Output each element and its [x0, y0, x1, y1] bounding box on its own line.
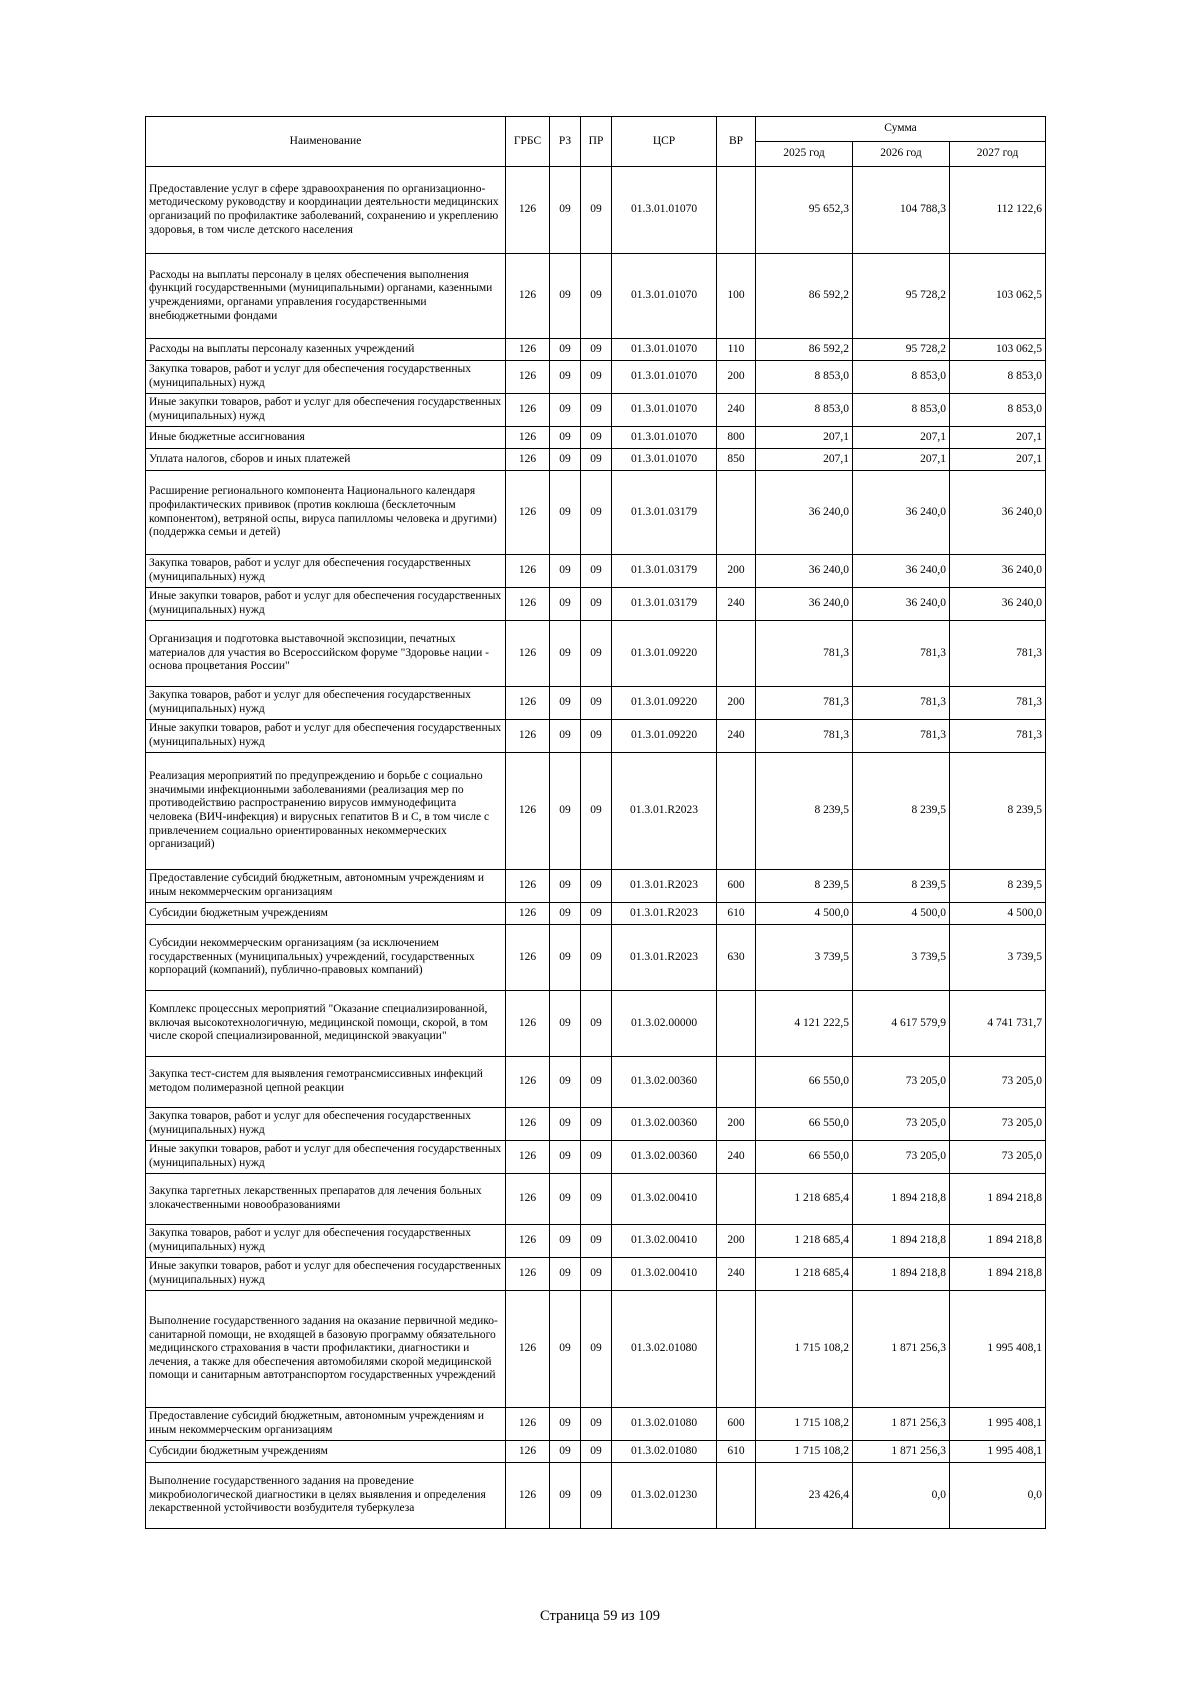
- table-cell-vr: [717, 1463, 756, 1529]
- table-cell-grbs: 126: [506, 925, 550, 991]
- table-cell-name: Реализация мероприятий по предупреждению и борьбе с социально значимыми инфекционными заболеваниями (реализация мер по противодействию распространению вирусов иммунодефицита человека (ВИЧ-инфекция) и вирусных гепатитов В и С, в том числе с привлечением социально ориентированных некоммерческих организаций): [146, 753, 506, 870]
- table-cell-name: Расходы на выплаты персоналу в целях обеспечения выполнения функций государственными (муниципальными) органами, казенными учреждениями, органами управления государственными внебюджетными фондами: [146, 254, 506, 339]
- table-cell-csr: 01.3.01.09220: [612, 621, 717, 687]
- table-cell-pr: 09: [581, 471, 612, 555]
- table-cell-csr: 01.3.01.R2023: [612, 903, 717, 925]
- table-row: [146, 449, 1046, 471]
- table-cell-rz: 09: [550, 1441, 581, 1463]
- table-cell-vr: [717, 753, 756, 870]
- table-cell-csr: 01.3.01.R2023: [612, 753, 717, 870]
- table-cell-2025: 8 239,5: [756, 870, 853, 903]
- table-cell-2026: 8 853,0: [853, 394, 950, 427]
- table-cell-2025: 36 240,0: [756, 588, 853, 621]
- table-cell-csr: 01.3.01.01070: [612, 167, 717, 254]
- table-cell-grbs: 126: [506, 1057, 550, 1108]
- table-cell-pr: 09: [581, 1408, 612, 1441]
- table-cell-pr: 09: [581, 1291, 612, 1408]
- table-cell-name: Организация и подготовка выставочной экспозиции, печатных материалов для участия во Всероссийском форуме "Здоровье нации - основа процветания России": [146, 621, 506, 687]
- table-cell-2025: 4 500,0: [756, 903, 853, 925]
- header-name: Наименование: [146, 117, 506, 167]
- table-cell-name: Иные закупки товаров, работ и услуг для обеспечения государственных (муниципальных) нужд: [146, 1141, 506, 1174]
- table-cell-csr: 01.3.02.00000: [612, 991, 717, 1057]
- table-cell-2026: 781,3: [853, 687, 950, 720]
- table-cell-vr: 600: [717, 1408, 756, 1441]
- table-cell-2027: 112 122,6: [950, 167, 1046, 254]
- table-cell-csr: 01.3.01.R2023: [612, 870, 717, 903]
- table-cell-rz: 09: [550, 687, 581, 720]
- table-cell-grbs: 126: [506, 471, 550, 555]
- table-cell-2025: 8 239,5: [756, 753, 853, 870]
- table-cell-csr: 01.3.01.01070: [612, 449, 717, 471]
- table-cell-rz: 09: [550, 254, 581, 339]
- table-cell-2025: 8 853,0: [756, 394, 853, 427]
- table-cell-2026: 95 728,2: [853, 339, 950, 361]
- table-cell-2025: 4 121 222,5: [756, 991, 853, 1057]
- table-cell-vr: 610: [717, 903, 756, 925]
- table-cell-2027: 1 995 408,1: [950, 1408, 1046, 1441]
- table-cell-pr: 09: [581, 449, 612, 471]
- table-cell-grbs: 126: [506, 555, 550, 588]
- table-cell-pr: 09: [581, 394, 612, 427]
- table-row: [146, 471, 1046, 555]
- table-cell-2027: 3 739,5: [950, 925, 1046, 991]
- table-cell-2027: 103 062,5: [950, 254, 1046, 339]
- table-cell-vr: 200: [717, 1225, 756, 1258]
- table-cell-2026: 1 894 218,8: [853, 1258, 950, 1291]
- table-cell-2026: 73 205,0: [853, 1057, 950, 1108]
- table-cell-pr: 09: [581, 1225, 612, 1258]
- table-cell-grbs: 126: [506, 1225, 550, 1258]
- table-cell-2027: 73 205,0: [950, 1141, 1046, 1174]
- table-row: [146, 427, 1046, 449]
- table-cell-pr: 09: [581, 427, 612, 449]
- table-cell-pr: 09: [581, 903, 612, 925]
- table-cell-2025: 1 218 685,4: [756, 1174, 853, 1225]
- header-vr: ВР: [717, 117, 756, 167]
- table-cell-csr: 01.3.01.01070: [612, 427, 717, 449]
- table-cell-vr: 600: [717, 870, 756, 903]
- table-cell-2026: 207,1: [853, 449, 950, 471]
- table-cell-rz: 09: [550, 1108, 581, 1141]
- table-cell-2025: 8 853,0: [756, 361, 853, 394]
- table-cell-2026: 8 239,5: [853, 870, 950, 903]
- table-cell-vr: [717, 991, 756, 1057]
- table-cell-name: Закупка товаров, работ и услуг для обеспечения государственных (муниципальных) нужд: [146, 361, 506, 394]
- table-cell-name: Иные закупки товаров, работ и услуг для обеспечения государственных (муниципальных) нужд: [146, 588, 506, 621]
- table-cell-2025: 207,1: [756, 427, 853, 449]
- table-cell-csr: 01.3.02.00360: [612, 1141, 717, 1174]
- table-cell-grbs: 126: [506, 427, 550, 449]
- table-cell-grbs: 126: [506, 1291, 550, 1408]
- table-row: [146, 394, 1046, 427]
- table-cell-vr: 610: [717, 1441, 756, 1463]
- table-cell-rz: 09: [550, 1408, 581, 1441]
- table-cell-grbs: 126: [506, 753, 550, 870]
- table-row: [146, 555, 1046, 588]
- table-cell-csr: 01.3.01.01070: [612, 361, 717, 394]
- table-cell-vr: 100: [717, 254, 756, 339]
- table-cell-2027: 207,1: [950, 427, 1046, 449]
- table-cell-2027: 8 853,0: [950, 394, 1046, 427]
- table-cell-vr: 630: [717, 925, 756, 991]
- table-cell-grbs: 126: [506, 1408, 550, 1441]
- table-cell-2026: 1 894 218,8: [853, 1225, 950, 1258]
- table-cell-vr: 200: [717, 687, 756, 720]
- header-2027: 2027 год: [950, 142, 1046, 167]
- table-row: [146, 1258, 1046, 1291]
- table-cell-2027: 1 894 218,8: [950, 1225, 1046, 1258]
- table-cell-pr: 09: [581, 254, 612, 339]
- header-2025: 2025 год: [756, 142, 853, 167]
- table-cell-vr: [717, 621, 756, 687]
- table-row: [146, 1141, 1046, 1174]
- table-row: [146, 1108, 1046, 1141]
- table-cell-2026: 95 728,2: [853, 254, 950, 339]
- table-row: [146, 1174, 1046, 1225]
- header-sum: Сумма: [756, 117, 1046, 142]
- table-cell-2026: 1 894 218,8: [853, 1174, 950, 1225]
- table-cell-rz: 09: [550, 621, 581, 687]
- table-cell-2026: 8 853,0: [853, 361, 950, 394]
- table-cell-2025: 66 550,0: [756, 1057, 853, 1108]
- table-cell-csr: 01.3.01.01070: [612, 339, 717, 361]
- table-cell-2027: 103 062,5: [950, 339, 1046, 361]
- table-cell-csr: 01.3.02.00410: [612, 1225, 717, 1258]
- table-cell-name: Предоставление субсидий бюджетным, автономным учреждениям и иным некоммерческим организациям: [146, 870, 506, 903]
- table-cell-grbs: 126: [506, 1463, 550, 1529]
- table-cell-vr: [717, 1174, 756, 1225]
- table-body: [146, 167, 1046, 1529]
- table-cell-grbs: 126: [506, 870, 550, 903]
- table-cell-2026: 4 617 579,9: [853, 991, 950, 1057]
- header-rz: РЗ: [550, 117, 581, 167]
- table-cell-2026: 3 739,5: [853, 925, 950, 991]
- table-cell-name: Иные закупки товаров, работ и услуг для обеспечения государственных (муниципальных) нужд: [146, 1258, 506, 1291]
- table-cell-csr: 01.3.02.00360: [612, 1057, 717, 1108]
- table-cell-name: Выполнение государственного задания на оказание первичной медико-санитарной помощи, не входящей в базовую программу обязательного медицинского страхования в части профилактики, диагностики и лечения, а также для обеспечения автомобилями скорой медицинской помощи и санитарным автотранспортом государственных учреждений: [146, 1291, 506, 1408]
- table-cell-rz: 09: [550, 394, 581, 427]
- table-row: [146, 1225, 1046, 1258]
- table-cell-rz: 09: [550, 427, 581, 449]
- table-cell-csr: 01.3.02.01230: [612, 1463, 717, 1529]
- table-cell-rz: 09: [550, 1141, 581, 1174]
- table-cell-2026: 781,3: [853, 720, 950, 753]
- table-cell-2025: 781,3: [756, 687, 853, 720]
- table-cell-grbs: 126: [506, 621, 550, 687]
- table-cell-grbs: 126: [506, 1258, 550, 1291]
- table-cell-2025: 207,1: [756, 449, 853, 471]
- table-row: [146, 1463, 1046, 1529]
- table-cell-2026: 1 871 256,3: [853, 1408, 950, 1441]
- table-cell-grbs: 126: [506, 361, 550, 394]
- table-cell-rz: 09: [550, 925, 581, 991]
- table-row: [146, 925, 1046, 991]
- table-cell-2027: 207,1: [950, 449, 1046, 471]
- header-grbs: ГРБС: [506, 117, 550, 167]
- table-row: [146, 991, 1046, 1057]
- table-cell-name: Предоставление субсидий бюджетным, автономным учреждениям и иным некоммерческим организациям: [146, 1408, 506, 1441]
- table-cell-2027: 8 239,5: [950, 870, 1046, 903]
- table-cell-rz: 09: [550, 555, 581, 588]
- table-cell-2026: 36 240,0: [853, 588, 950, 621]
- table-cell-name: Выполнение государственного задания на проведение микробиологической диагностики в целях выявления и определения лекарственной устойчивости возбудителя туберкулеза: [146, 1463, 506, 1529]
- table-cell-2027: 4 741 731,7: [950, 991, 1046, 1057]
- table-cell-rz: 09: [550, 1463, 581, 1529]
- table-cell-vr: 240: [717, 720, 756, 753]
- table-cell-pr: 09: [581, 1108, 612, 1141]
- table-cell-rz: 09: [550, 1225, 581, 1258]
- table-cell-grbs: 126: [506, 991, 550, 1057]
- table-cell-rz: 09: [550, 588, 581, 621]
- table-cell-2025: 1 715 108,2: [756, 1441, 853, 1463]
- table-cell-pr: 09: [581, 167, 612, 254]
- budget-table: [145, 116, 1046, 1529]
- table-cell-rz: 09: [550, 753, 581, 870]
- table-cell-2027: 8 239,5: [950, 753, 1046, 870]
- table-cell-pr: 09: [581, 1057, 612, 1108]
- table-cell-name: Иные закупки товаров, работ и услуг для обеспечения государственных (муниципальных) нужд: [146, 720, 506, 753]
- table-cell-2027: 8 853,0: [950, 361, 1046, 394]
- table-cell-vr: 200: [717, 1108, 756, 1141]
- table-cell-csr: 01.3.01.03179: [612, 588, 717, 621]
- table-row: [146, 1057, 1046, 1108]
- table-cell-grbs: 126: [506, 1108, 550, 1141]
- table-cell-2026: 36 240,0: [853, 471, 950, 555]
- table-cell-csr: 01.3.01.09220: [612, 720, 717, 753]
- table-row: [146, 621, 1046, 687]
- table-cell-2026: 104 788,3: [853, 167, 950, 254]
- table-cell-csr: 01.3.02.01080: [612, 1441, 717, 1463]
- table-cell-2025: 1 715 108,2: [756, 1291, 853, 1408]
- table-cell-pr: 09: [581, 720, 612, 753]
- table-cell-vr: [717, 167, 756, 254]
- table-cell-name: Субсидии некоммерческим организациям (за исключением государственных (муниципальных) учреждений, государственных корпораций (компаний), публично-правовых компаний): [146, 925, 506, 991]
- table-cell-vr: [717, 471, 756, 555]
- table-cell-grbs: 126: [506, 720, 550, 753]
- table-cell-2025: 23 426,4: [756, 1463, 853, 1529]
- table-cell-grbs: 126: [506, 588, 550, 621]
- table-cell-csr: 01.3.02.00410: [612, 1258, 717, 1291]
- table-row: [146, 1291, 1046, 1408]
- table-row: [146, 870, 1046, 903]
- table-cell-grbs: 126: [506, 903, 550, 925]
- table-cell-2027: 1 995 408,1: [950, 1291, 1046, 1408]
- table-cell-2025: 1 218 685,4: [756, 1258, 853, 1291]
- table-cell-2027: 36 240,0: [950, 471, 1046, 555]
- table-cell-rz: 09: [550, 449, 581, 471]
- table-cell-csr: 01.3.01.01070: [612, 254, 717, 339]
- table-row: [146, 1408, 1046, 1441]
- table-cell-name: Закупка тест-систем для выявления гемотрансмиссивных инфекций методом полимеразной цепной реакции: [146, 1057, 506, 1108]
- table-cell-name: Предоставление услуг в сфере здравоохранения по организационно-методическому руководству и координации деятельности медицинских организаций по профилактике заболеваний, сохранению и укреплению здоровья, в том числе детского населения: [146, 167, 506, 254]
- table-row: [146, 753, 1046, 870]
- table-cell-csr: 01.3.02.00410: [612, 1174, 717, 1225]
- table-header: [146, 117, 1046, 167]
- table-cell-csr: 01.3.02.01080: [612, 1408, 717, 1441]
- table-row: [146, 720, 1046, 753]
- table-cell-2026: 36 240,0: [853, 555, 950, 588]
- table-cell-2026: 73 205,0: [853, 1108, 950, 1141]
- table-cell-2027: 781,3: [950, 621, 1046, 687]
- table-cell-rz: 09: [550, 720, 581, 753]
- table-cell-2027: 1 894 218,8: [950, 1258, 1046, 1291]
- table-cell-2027: 0,0: [950, 1463, 1046, 1529]
- table-cell-name: Субсидии бюджетным учреждениям: [146, 1441, 506, 1463]
- table-cell-2025: 781,3: [756, 720, 853, 753]
- table-cell-name: Субсидии бюджетным учреждениям: [146, 903, 506, 925]
- table-cell-pr: 09: [581, 588, 612, 621]
- table-cell-2026: 1 871 256,3: [853, 1441, 950, 1463]
- table-cell-csr: 01.3.01.R2023: [612, 925, 717, 991]
- table-cell-grbs: 126: [506, 1174, 550, 1225]
- table-cell-vr: 850: [717, 449, 756, 471]
- table-row: [146, 361, 1046, 394]
- table-cell-2026: 0,0: [853, 1463, 950, 1529]
- table-cell-grbs: 126: [506, 254, 550, 339]
- header-pr: ПР: [581, 117, 612, 167]
- table-cell-grbs: 126: [506, 167, 550, 254]
- table-cell-pr: 09: [581, 925, 612, 991]
- table-cell-2025: 66 550,0: [756, 1141, 853, 1174]
- table-cell-rz: 09: [550, 870, 581, 903]
- table-cell-2025: 36 240,0: [756, 555, 853, 588]
- table-cell-vr: 240: [717, 1141, 756, 1174]
- table-cell-vr: 800: [717, 427, 756, 449]
- table-cell-2027: 781,3: [950, 720, 1046, 753]
- table-cell-rz: 09: [550, 1174, 581, 1225]
- table-row: [146, 254, 1046, 339]
- table-cell-name: Иные бюджетные ассигнования: [146, 427, 506, 449]
- table-cell-name: Расширение регионального компонента Национального календаря профилактических прививок (против коклюша (бесклеточным компонентом), ветряной оспы, вируса папилломы человека и другими) (поддержка семьи и детей): [146, 471, 506, 555]
- table-cell-2025: 3 739,5: [756, 925, 853, 991]
- table-cell-rz: 09: [550, 471, 581, 555]
- table-cell-vr: 240: [717, 394, 756, 427]
- table-cell-vr: [717, 1057, 756, 1108]
- header-csr: ЦСР: [612, 117, 717, 167]
- table-cell-pr: 09: [581, 870, 612, 903]
- table-cell-2027: 1 995 408,1: [950, 1441, 1046, 1463]
- table-cell-pr: 09: [581, 687, 612, 720]
- table-cell-rz: 09: [550, 1057, 581, 1108]
- page-number: Страница 59 из 109: [539, 1608, 660, 1624]
- table-cell-name: Закупка товаров, работ и услуг для обеспечения государственных (муниципальных) нужд: [146, 555, 506, 588]
- table-row: [146, 1441, 1046, 1463]
- table-cell-vr: 240: [717, 1258, 756, 1291]
- table-cell-rz: 09: [550, 339, 581, 361]
- table-cell-grbs: 126: [506, 339, 550, 361]
- table-cell-2025: 36 240,0: [756, 471, 853, 555]
- table-cell-2027: 73 205,0: [950, 1108, 1046, 1141]
- table-cell-rz: 09: [550, 1258, 581, 1291]
- table-cell-grbs: 126: [506, 687, 550, 720]
- table-cell-2027: 36 240,0: [950, 588, 1046, 621]
- table-cell-2026: 781,3: [853, 621, 950, 687]
- table-cell-csr: 01.3.01.03179: [612, 555, 717, 588]
- table-cell-name: Закупка товаров, работ и услуг для обеспечения государственных (муниципальных) нужд: [146, 1225, 506, 1258]
- table-row: [146, 903, 1046, 925]
- table-cell-name: Расходы на выплаты персоналу казенных учреждений: [146, 339, 506, 361]
- table-cell-pr: 09: [581, 991, 612, 1057]
- table-cell-grbs: 126: [506, 449, 550, 471]
- table-cell-rz: 09: [550, 903, 581, 925]
- table-cell-2025: 1 715 108,2: [756, 1408, 853, 1441]
- table-cell-name: Закупка таргетных лекарственных препаратов для лечения больных злокачественными новообразованиями: [146, 1174, 506, 1225]
- table-cell-name: Иные закупки товаров, работ и услуг для обеспечения государственных (муниципальных) нужд: [146, 394, 506, 427]
- table-cell-2027: 1 894 218,8: [950, 1174, 1046, 1225]
- table-cell-name: Закупка товаров, работ и услуг для обеспечения государственных (муниципальных) нужд: [146, 687, 506, 720]
- table-cell-name: Комплекс процессных мероприятий "Оказание специализированной, включая высокотехнологичную, медицинской помощи, скорой, в том числе скорой специализированной, медицинской эвакуации": [146, 991, 506, 1057]
- table-cell-pr: 09: [581, 621, 612, 687]
- table-cell-pr: 09: [581, 361, 612, 394]
- table-cell-2026: 4 500,0: [853, 903, 950, 925]
- table-cell-2026: 8 239,5: [853, 753, 950, 870]
- table-cell-csr: 01.3.01.09220: [612, 687, 717, 720]
- table-cell-pr: 09: [581, 1141, 612, 1174]
- table-cell-pr: 09: [581, 555, 612, 588]
- table-cell-rz: 09: [550, 361, 581, 394]
- table-row: [146, 588, 1046, 621]
- table-cell-pr: 09: [581, 339, 612, 361]
- table-row: [146, 687, 1046, 720]
- table-cell-vr: 200: [717, 555, 756, 588]
- table-cell-csr: 01.3.01.01070: [612, 394, 717, 427]
- table-cell-vr: 200: [717, 361, 756, 394]
- table-cell-grbs: 126: [506, 1441, 550, 1463]
- table-cell-2027: 73 205,0: [950, 1057, 1046, 1108]
- table-cell-2025: 66 550,0: [756, 1108, 853, 1141]
- table-cell-2027: 36 240,0: [950, 555, 1046, 588]
- table-cell-grbs: 126: [506, 1141, 550, 1174]
- table-cell-2025: 781,3: [756, 621, 853, 687]
- table-cell-2025: 95 652,3: [756, 167, 853, 254]
- table-cell-pr: 09: [581, 753, 612, 870]
- table-cell-name: Уплата налогов, сборов и иных платежей: [146, 449, 506, 471]
- table-cell-csr: 01.3.01.03179: [612, 471, 717, 555]
- table-cell-vr: 240: [717, 588, 756, 621]
- table-cell-rz: 09: [550, 167, 581, 254]
- table-cell-vr: [717, 1291, 756, 1408]
- table-cell-pr: 09: [581, 1258, 612, 1291]
- table-cell-csr: 01.3.02.01080: [612, 1291, 717, 1408]
- table-cell-rz: 09: [550, 1291, 581, 1408]
- table-cell-vr: 110: [717, 339, 756, 361]
- table-cell-rz: 09: [550, 991, 581, 1057]
- table-cell-grbs: 126: [506, 394, 550, 427]
- table-cell-csr: 01.3.02.00360: [612, 1108, 717, 1141]
- table-cell-pr: 09: [581, 1174, 612, 1225]
- table-cell-pr: 09: [581, 1441, 612, 1463]
- table-row: [146, 167, 1046, 254]
- table-cell-2025: 86 592,2: [756, 339, 853, 361]
- table-cell-2026: 73 205,0: [853, 1141, 950, 1174]
- table-cell-2027: 781,3: [950, 687, 1046, 720]
- table-cell-2025: 1 218 685,4: [756, 1225, 853, 1258]
- table-cell-2027: 4 500,0: [950, 903, 1046, 925]
- table-cell-name: Закупка товаров, работ и услуг для обеспечения государственных (муниципальных) нужд: [146, 1108, 506, 1141]
- table-row: [146, 339, 1046, 361]
- table-cell-2026: 1 871 256,3: [853, 1291, 950, 1408]
- header-2026: 2026 год: [853, 142, 950, 167]
- table-cell-pr: 09: [581, 1463, 612, 1529]
- table-cell-2026: 207,1: [853, 427, 950, 449]
- table-cell-2025: 86 592,2: [756, 254, 853, 339]
